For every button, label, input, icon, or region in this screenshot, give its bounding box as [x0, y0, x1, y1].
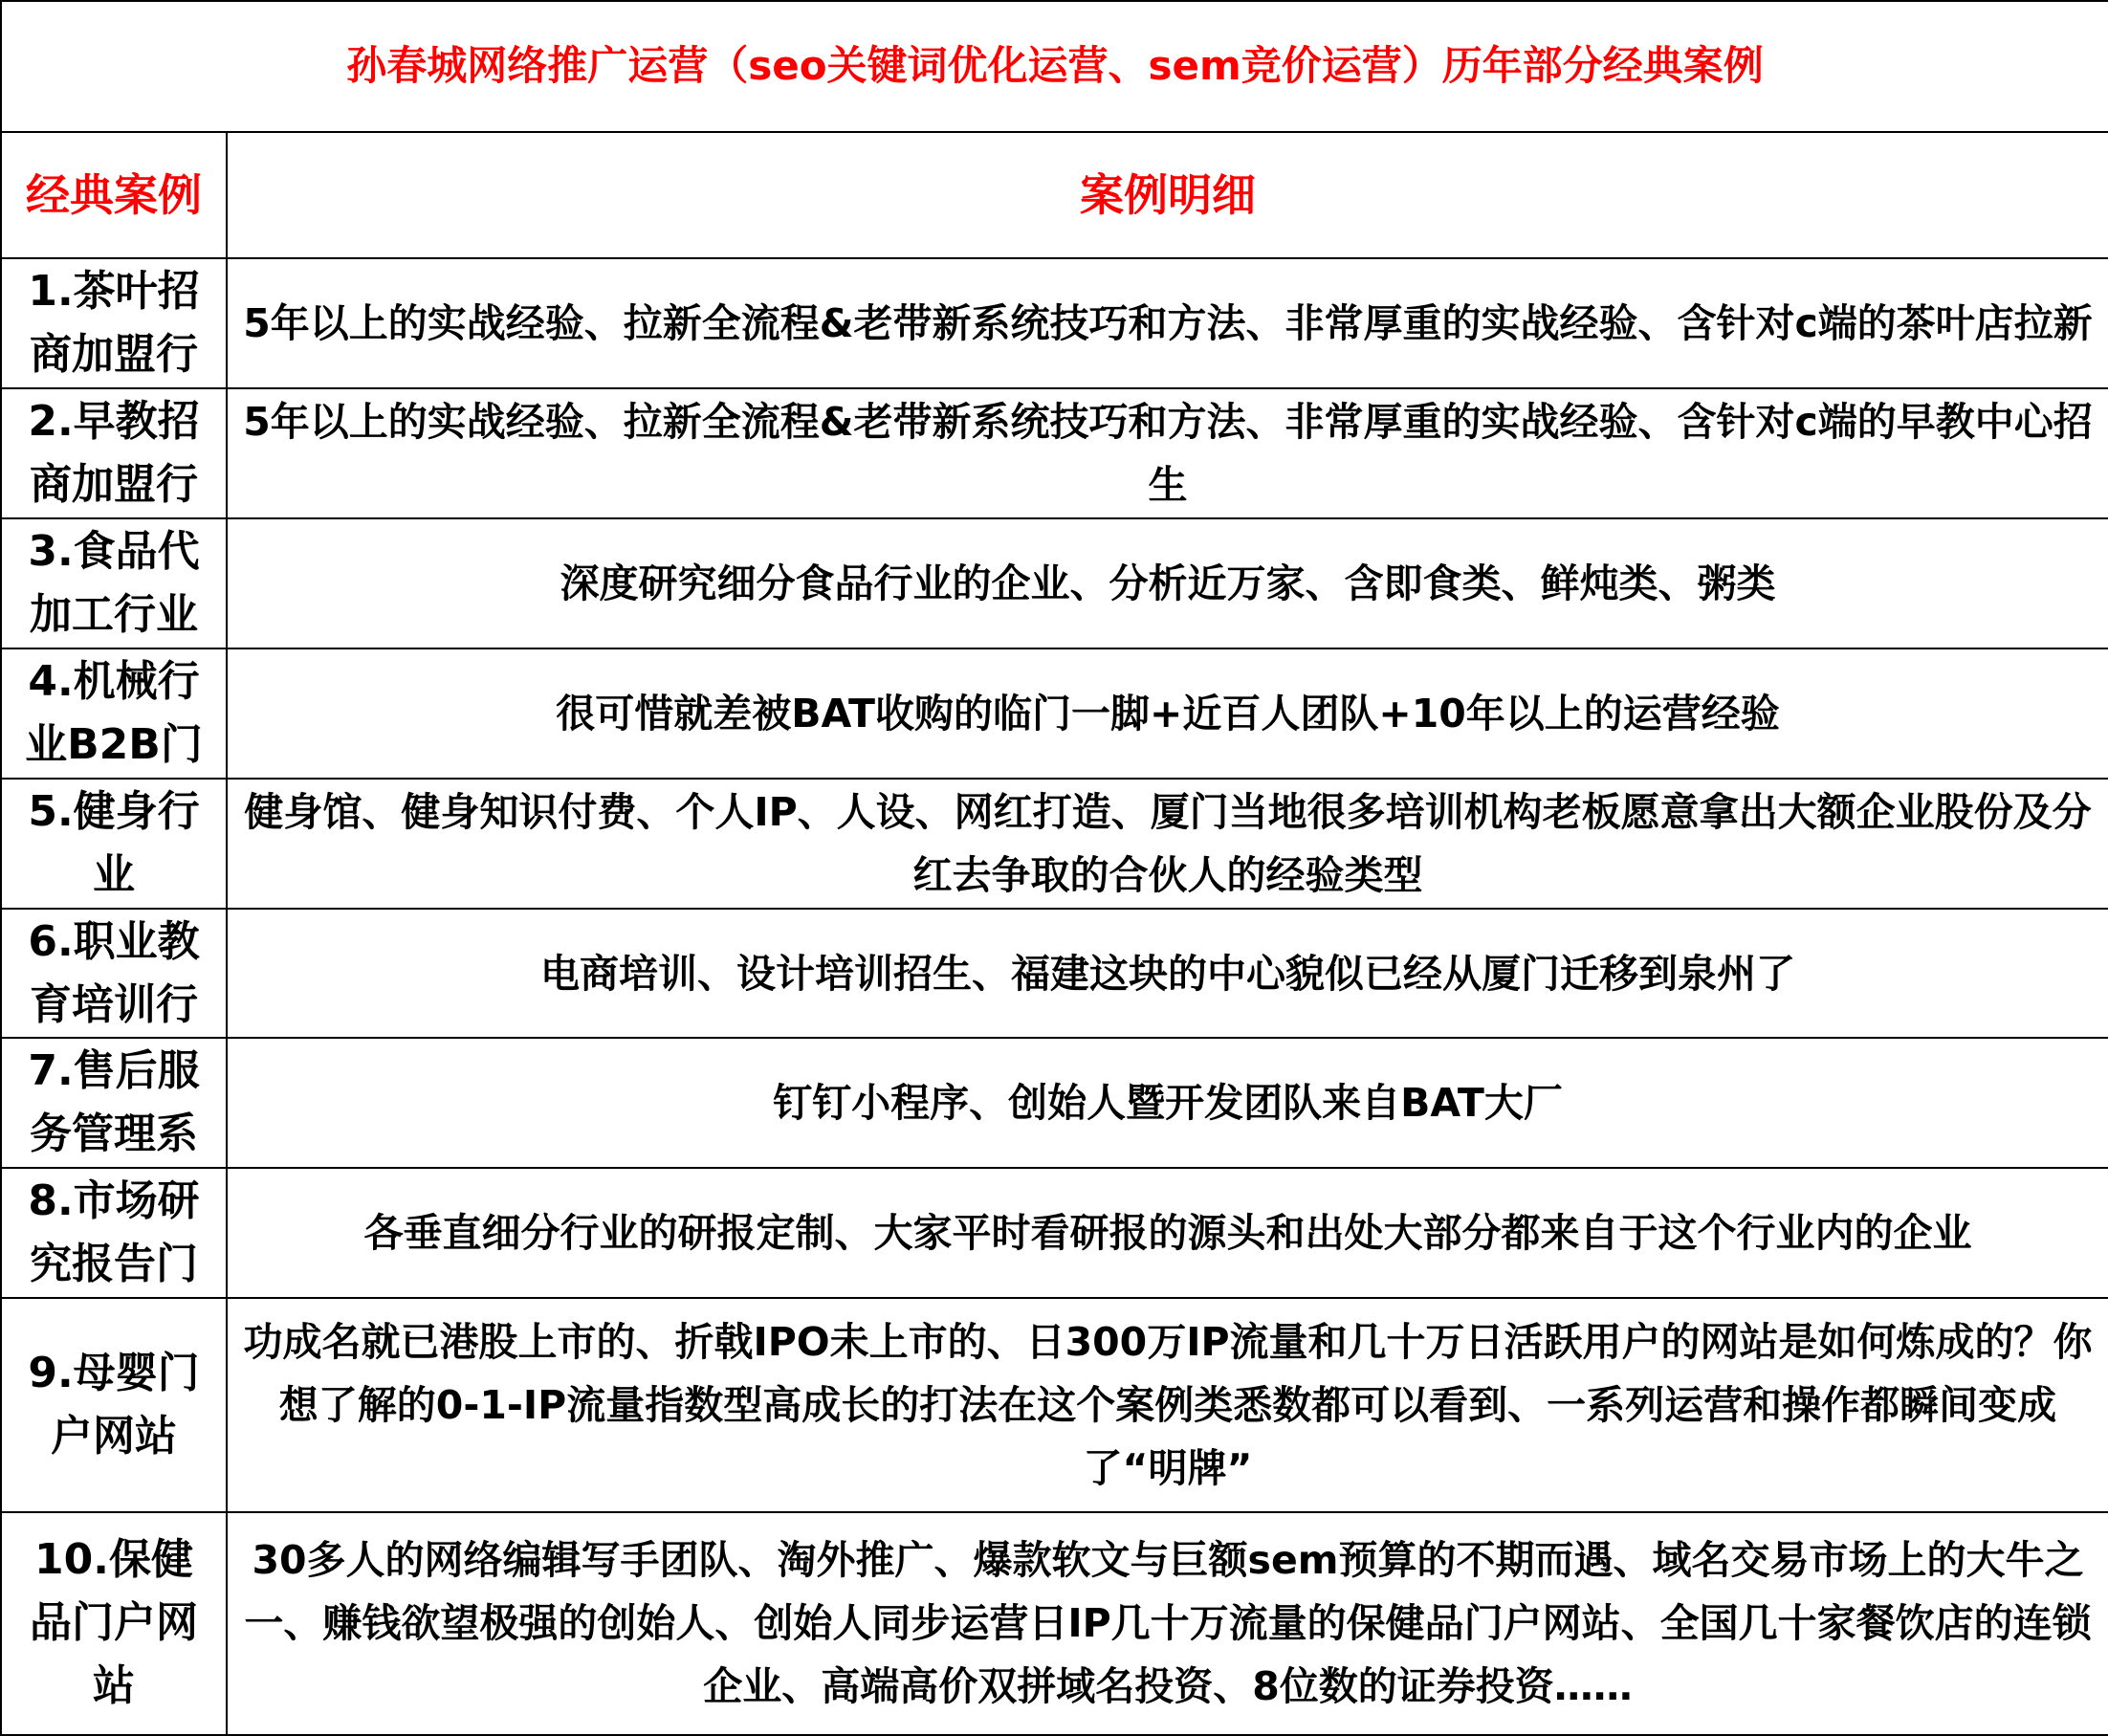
case-name: 1.茶叶招商加盟行	[1, 258, 227, 388]
table-row	[1, 1298, 2108, 1511]
case-detail: 功成名就已港股上市的、折戟IPO未上市的、日300万IP流量和几十万日活跃用户的网站是如何炼成的？你想了解的0-1-IP流量指数型高成长的打法在这个案例类悉数都可以看到、一系列运营和操作都瞬间变成了“明牌”	[227, 1298, 2108, 1511]
case-name: 10.保健品门户网站	[1, 1512, 227, 1735]
table-row	[1, 1168, 2108, 1298]
case-detail: 5年以上的实战经验、拉新全流程&老带新系统技巧和方法、非常厚重的实战经验、含针对c端的茶叶店拉新	[227, 258, 2108, 388]
case-name: 5.健身行业	[1, 779, 227, 909]
case-name: 4.机械行业B2B门	[1, 648, 227, 779]
title-row	[1, 1, 2108, 132]
table-row	[1, 909, 2108, 1039]
case-name: 7.售后服务管理系	[1, 1038, 227, 1168]
case-detail: 电商培训、设计培训招生、福建这块的中心貌似已经从厦门迁移到泉州了	[227, 909, 2108, 1039]
case-detail: 5年以上的实战经验、拉新全流程&老带新系统技巧和方法、非常厚重的实战经验、含针对c端的早教中心招生	[227, 388, 2108, 518]
case-name: 2.早教招商加盟行	[1, 388, 227, 518]
case-name: 8.市场研究报告门	[1, 1168, 227, 1298]
table-row	[1, 258, 2108, 388]
table-row	[1, 518, 2108, 648]
case-detail: 各垂直细分行业的研报定制、大家平时看研报的源头和出处大部分都来自于这个行业内的企业	[227, 1168, 2108, 1298]
case-detail: 30多人的网络编辑写手团队、淘外推广、爆款软文与巨额sem预算的不期而遇、域名交易市场上的大牛之一、赚钱欲望极强的创始人、创始人同步运营日IP几十万流量的保健品门户网站、全国几十家餐饮店的连锁企业、高端高价双拼域名投资、8位数的证券投资……	[227, 1512, 2108, 1735]
case-name: 3.食品代加工行业	[1, 518, 227, 648]
case-detail: 深度研究细分食品行业的企业、分析近万家、含即食类、鲜炖类、粥类	[227, 518, 2108, 648]
page-title: 孙春城网络推广运营（seo关键词优化运营、sem竞价运营）历年部分经典案例	[1, 1, 2108, 132]
case-name: 6.职业教育培训行	[1, 909, 227, 1039]
header-case: 经典案例	[1, 132, 227, 258]
header-row	[1, 132, 2108, 258]
table-row	[1, 648, 2108, 779]
case-detail: 很可惜就差被BAT收购的临门一脚+近百人团队+10年以上的运营经验	[227, 648, 2108, 779]
case-name: 9.母婴门户网站	[1, 1298, 227, 1511]
case-detail: 健身馆、健身知识付费、个人IP、人设、网红打造、厦门当地很多培训机构老板愿意拿出大额企业股份及分红去争取的合伙人的经验类型	[227, 779, 2108, 909]
header-detail: 案例明细	[227, 132, 2108, 258]
case-detail: 钉钉小程序、创始人暨开发团队来自BAT大厂	[227, 1038, 2108, 1168]
table-row	[1, 779, 2108, 909]
table-row	[1, 1512, 2108, 1735]
table-row	[1, 1038, 2108, 1168]
table-row	[1, 388, 2108, 518]
